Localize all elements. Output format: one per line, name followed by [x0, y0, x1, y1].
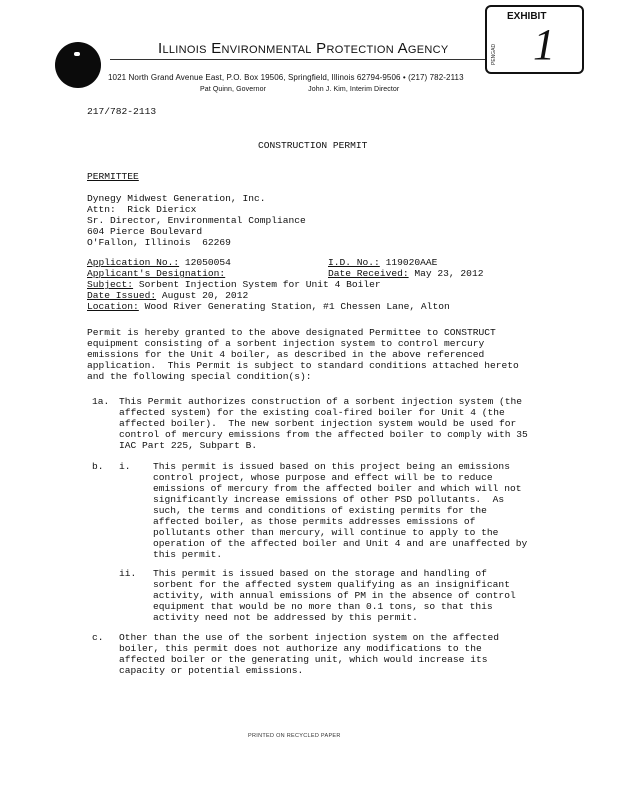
document-title: CONSTRUCTION PERMIT — [258, 140, 368, 151]
subcondition-number: i. — [119, 461, 131, 472]
condition-line: capacity or potential emissions. — [119, 665, 304, 676]
condition-line: control of mercury emissions from the affected boiler to comply with 35 — [119, 429, 528, 440]
permittee-street: 604 Pierce Boulevard — [87, 226, 203, 237]
condition-b-i-text — [153, 461, 527, 560]
condition-line: This permit is issued based on the storage and handling of — [153, 568, 487, 579]
intro-line: emissions for the Unit 4 boiler, as described in the above referenced — [87, 349, 485, 360]
condition-line: This Permit authorizes construction of a sorbent injection system (the — [119, 396, 523, 407]
condition-line: significantly increase emissions of other PSD pollutants. As — [153, 494, 505, 505]
agency-name: Illinois Environmental Protection Agency — [158, 40, 449, 57]
condition-line: control project, whose purpose and effect will be to reduce — [153, 472, 493, 483]
condition-line: such, the terms and conditions of existing permits for the — [153, 505, 487, 516]
condition-line: pollutants other than mercury, will continue to apply to the — [153, 527, 499, 538]
date-issued-label: Date Issued: — [87, 290, 157, 301]
phone-reference: 217/782-2113 — [87, 106, 157, 117]
officials-line — [200, 86, 500, 93]
condition-line: this permit. — [153, 549, 223, 560]
location-label: Location: — [87, 301, 139, 312]
exhibit-sticker — [485, 5, 584, 74]
state-seal-icon — [55, 42, 101, 88]
location-value: Wood River Generating Station, #1 Chessen Lane, Alton — [138, 301, 450, 312]
intro-paragraph — [87, 327, 519, 382]
condition-number: 1a. — [92, 396, 110, 407]
condition-line: Other than the use of the sorbent injection system on the affected — [119, 632, 499, 643]
condition-line: affected boiler, as those permits addresses emissions of — [153, 516, 476, 527]
condition-1a-text — [119, 396, 528, 451]
condition-line: IAC Part 225, Subpart B. — [119, 440, 258, 451]
id-value: 119020AAE — [379, 257, 438, 268]
date-received-label: Date Received: — [328, 268, 409, 279]
condition-line: operation of the affected boiler and Unit 4 and are unaffected by — [153, 538, 528, 549]
intro-line: equipment consisting of a sorbent injection system to control mercury — [87, 338, 485, 349]
permittee-attn: Attn: Rick Diericx — [87, 204, 197, 215]
id-label: I.D. No.: — [328, 257, 380, 268]
condition-line: equipment that would be no more than 0.1 tons, so that this — [153, 601, 493, 612]
director-name: John J. Kim, Interim Director — [308, 86, 400, 93]
subject-value: Sorbent Injection System for Unit 4 Boiler — [133, 279, 381, 290]
intro-line: Permit is hereby granted to the above designated Permittee to CONSTRUCT — [87, 327, 496, 338]
condition-b-ii-text — [153, 568, 516, 623]
condition-number: c. — [92, 632, 104, 643]
date-received-value: May 23, 2012 — [408, 268, 484, 279]
permittee-address — [87, 193, 306, 248]
condition-line: emissions of mercury from the affected boiler and which will not — [153, 483, 522, 494]
condition-c-text — [119, 632, 499, 676]
designation-label: Applicant's Designation: — [87, 268, 226, 279]
condition-line: This permit is issued based on this project being an emissions — [153, 461, 510, 472]
permittee-city: O'Fallon, Illinois 62269 — [87, 237, 231, 248]
condition-line: affected boiler or the generating unit, which would increase its — [119, 654, 488, 665]
condition-line: activity need not be addressed by this permit. — [153, 612, 418, 623]
exhibit-label: EXHIBIT — [507, 11, 547, 22]
condition-line: activity, with annual emissions of PM in the absence of control — [153, 590, 516, 601]
condition-line: sorbent for the affected system qualifying as an insignificant — [153, 579, 510, 590]
intro-line: and the following special condition(s): — [87, 371, 312, 382]
condition-line: boiler, this permit does not authorize any modifications to the — [119, 643, 482, 654]
subcondition-number: ii. — [119, 568, 137, 579]
permit-meta-right — [328, 257, 483, 279]
recycled-paper-footer: PRINTED ON RECYCLED PAPER — [248, 733, 341, 739]
subject-label: Subject: — [87, 279, 134, 290]
condition-number: b. — [92, 461, 104, 472]
governor-name: Pat Quinn, Governor — [200, 86, 267, 93]
permittee-name: Dynegy Midwest Generation, Inc. — [87, 193, 266, 204]
header-rule — [110, 59, 500, 60]
condition-line: affected system) for the existing coal-fired boiler for Unit 4 (the — [119, 407, 505, 418]
exhibit-sticker-brand: PENGAD — [491, 43, 497, 65]
exhibit-number: 1 — [533, 20, 555, 69]
application-value: 12050054 — [179, 257, 231, 268]
condition-line: affected boiler). The new sorbent injection system would be used for — [119, 418, 517, 429]
intro-line: application. This Permit is subject to standard conditions attached hereto — [87, 360, 519, 371]
date-issued-value: August 20, 2012 — [156, 290, 249, 301]
agency-address: 1021 North Grand Avenue East, P.O. Box 19506, Springfield, Illinois 62794-9506 • (217) 782-2113 — [108, 73, 464, 82]
application-label: Application No.: — [87, 257, 180, 268]
permittee-position: Sr. Director, Environmental Compliance — [87, 215, 306, 226]
permittee-heading: PERMITTEE — [87, 171, 139, 182]
